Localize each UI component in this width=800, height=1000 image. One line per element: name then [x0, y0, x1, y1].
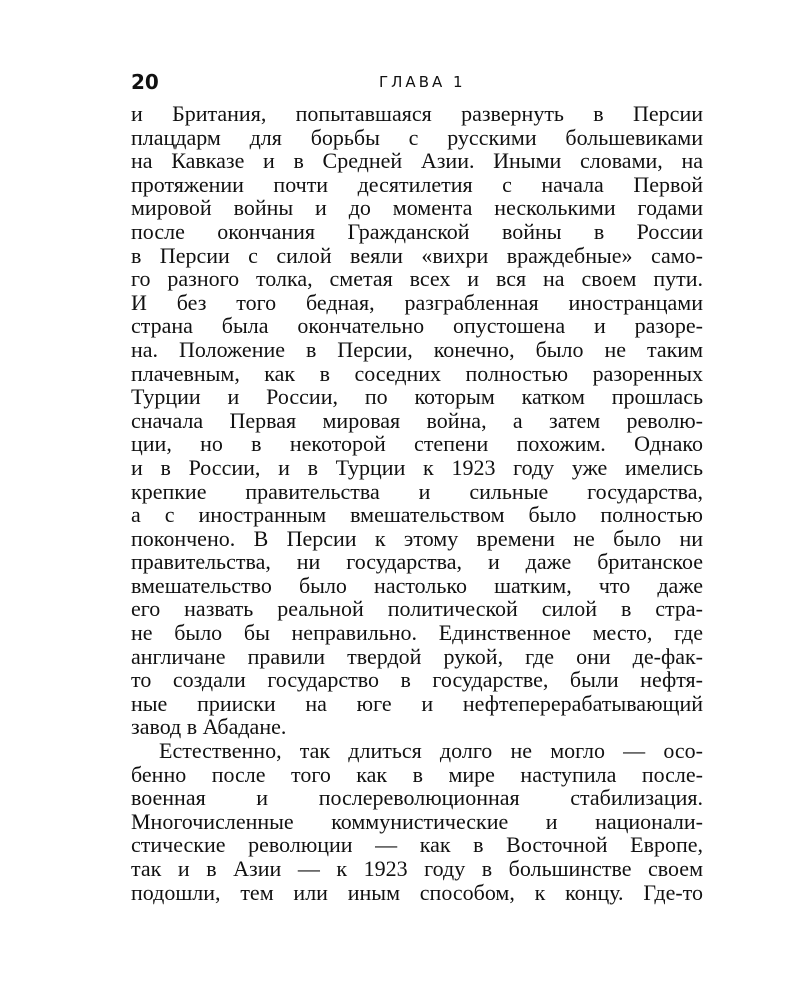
text-line: бенно после того как в мире наступила после- [131, 761, 703, 787]
text-line: и в России, и в Турции к 1923 году уже имелись [131, 454, 703, 480]
page-header [131, 68, 701, 96]
text-line: завод в Абадане. [131, 714, 287, 740]
text-line: Естественно, так длиться долго не могло — осо- [159, 738, 703, 764]
text-line: крепкие правительства и сильные государства, [131, 478, 703, 504]
text-line: а с иностранным вмешательством было полностью [131, 502, 703, 528]
text-line: плачевным, как в соседних полностью разоренных [131, 360, 703, 386]
text-line: так и в Азии — к 1923 году в большинстве своем [131, 856, 703, 881]
running-head: ГЛАВА 1 [379, 73, 466, 91]
text-line: И без того бедная, разграбленная иностранцами [131, 289, 703, 315]
text-line: стические революции — как в Восточной Европе, [131, 832, 703, 858]
text-line: покончено. В Персии к этому времени не было ни [131, 525, 703, 551]
text-line: Турции и России, по которым катком прошлась [131, 384, 703, 410]
page-number: 20 [131, 70, 159, 94]
text-line: страна была окончательно опустошена и разоре- [131, 313, 703, 339]
text-line: после окончания Гражданской войны в России [131, 218, 703, 244]
body-text [131, 102, 703, 904]
text-line: ции, но в некоторой степени похожим. Однако [131, 431, 703, 457]
text-line: подошли, тем или иным способом, к концу. Где-то [131, 879, 703, 905]
paragraph-1 [131, 102, 703, 739]
text-line: мировой войны и до момента несколькими годами [131, 195, 703, 221]
text-line: на Кавказе и в Средней Азии. Иными словами, на [131, 148, 703, 174]
text-line: Многочисленные коммунистические и национали- [131, 808, 703, 834]
paragraph-2 [131, 739, 703, 904]
text-line: его назвать реальной политической силой в стра- [131, 596, 703, 622]
text-line: англичане правили твердой рукой, где они де-фак- [131, 643, 703, 669]
text-line: в Персии с силой веяли «вихри враждебные» само- [131, 242, 703, 268]
text-line: го разного толка, сметая всех и вся на своем пути. [131, 266, 703, 292]
text-line: на. Положение в Персии, конечно, было не таким [131, 336, 703, 362]
text-line: военная и послереволюционная стабилизация. [131, 785, 703, 811]
text-line: протяжении почти десятилетия с начала Первой [131, 171, 703, 197]
text-line: ные прииски на юге и нефтеперерабатывающий [131, 690, 703, 716]
text-line: не было бы неправильно. Единственное место, где [131, 620, 703, 646]
text-line: то создали государство в государстве, были нефтя- [131, 667, 703, 693]
text-line: сначала Первая мировая война, а затем револю- [131, 407, 703, 433]
text-line: правительства, ни государства, и даже британское [131, 549, 703, 575]
text-line: вмешательство было настолько шатким, что даже [131, 572, 703, 598]
text-line: плацдарм для борьбы с русскими большевиками [131, 124, 703, 150]
text-line: и Британия, попытавшаяся развернуть в Персии [131, 101, 703, 126]
